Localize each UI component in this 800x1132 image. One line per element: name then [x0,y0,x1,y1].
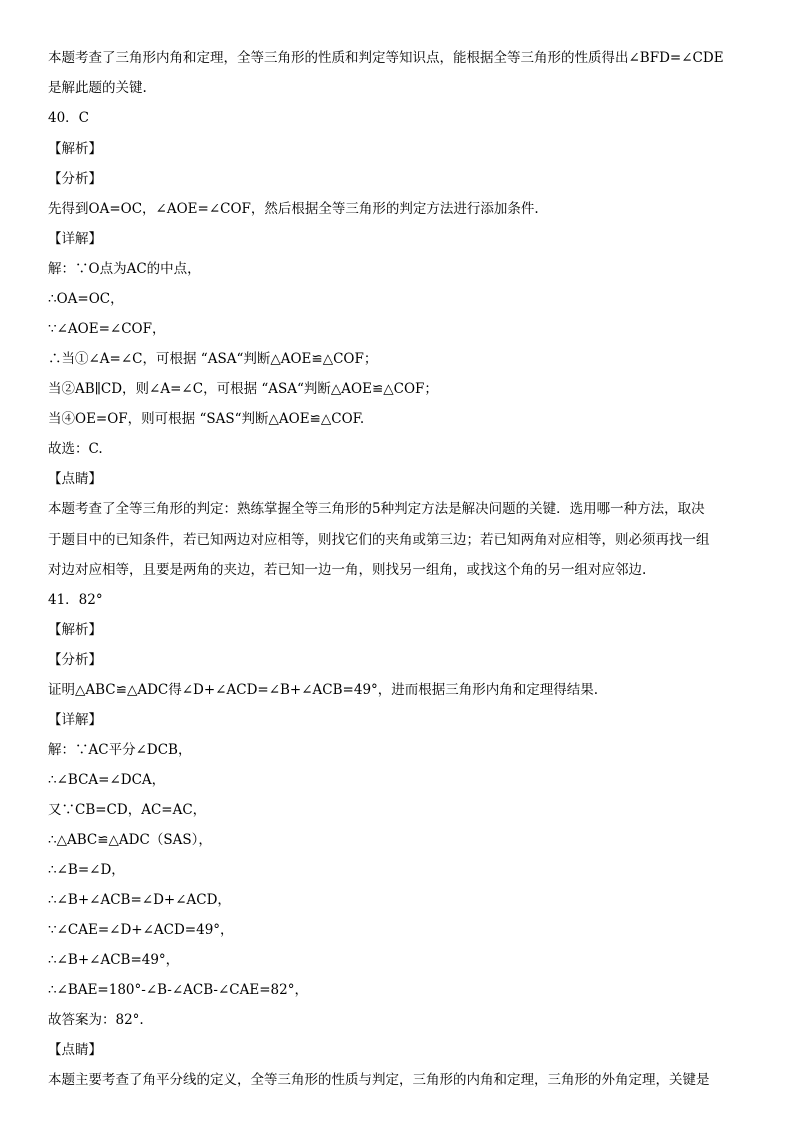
section-heading-comment: 【点睛】 [48,1042,102,1058]
text-line: 故选：C. [48,441,103,457]
text-line: ∵∠CAE=∠D+∠ACD=49°， [48,922,234,938]
text-line: ∴∠B+∠ACB=∠D+∠ACD， [48,892,231,908]
text-line: 对边对应相等，且要是两角的夹边，若已知一边一角，则找另一组角，或找这个角的另一组对应邻边. [48,562,647,578]
section-heading-analysis: 【解析】 [48,622,102,638]
section-heading-breakdown: 【分析】 [48,171,102,187]
text-line: 本题主要考查了角平分线的定义，全等三角形的性质与判定，三角形的内角和定理，三角形的外角定理，关键是 [48,1072,710,1088]
text-line: 当④OE=OF，则可根据 “SAS“判断△AOE≌△COF. [48,411,365,427]
text-line: ∴当①∠A=∠C，可根据 “ASA“判断△AOE≌△COF； [48,351,378,367]
text-line: 先得到OA=OC，∠AOE=∠COF，然后根据全等三角形的判定方法进行添加条件. [48,201,539,217]
text-line: ∴∠B=∠D， [48,862,125,878]
text-line: ∴∠BAE=180°-∠B-∠ACB-∠CAE=82°， [48,982,308,998]
text-line: ∴∠B+∠ACB=49°， [48,952,180,968]
section-heading-breakdown: 【分析】 [48,652,102,668]
text-line: 又∵CB=CD，AC=AC， [48,802,207,818]
question-40-answer: 40．C [48,110,90,126]
text-line: ∵∠AOE=∠COF， [48,321,166,337]
text-line: 证明△ABC≌△ADC得∠D+∠ACD=∠B+∠ACB=49°，进而根据三角形内角和定理得结果. [48,682,599,698]
section-heading-analysis: 【解析】 [48,141,102,157]
question-41-answer: 41．82° [48,592,103,608]
section-heading-detail: 【详解】 [48,231,102,247]
text-line: ∴△ABC≌△ADC（SAS）， [48,832,212,848]
text-line: 故答案为：82°. [48,1012,144,1028]
text-line: ∴∠BCA=∠DCA， [48,772,166,788]
text-line: 本题考查了三角形内角和定理，全等三角形的性质和判定等知识点，能根据全等三角形的性质得出∠BFD=∠CDE [48,50,724,66]
text-line: 本题考查了全等三角形的判定：熟练掌握全等三角形的5种判定方法是解决问题的关键．选用哪一种方法，取决 [48,501,705,517]
text-line: 解：∵O点为AC的中点， [48,261,201,277]
text-line: 解：∵AC平分∠DCB， [48,742,192,758]
text-line: 于题目中的已知条件，若已知两边对应相等，则找它们的夹角或第三边；若已知两角对应相等，则必须再找一组 [48,532,710,548]
text-line: 是解此题的关键. [48,80,147,96]
text-line: ∴OA=OC， [48,291,124,307]
section-heading-comment: 【点睛】 [48,471,102,487]
section-heading-detail: 【详解】 [48,712,102,728]
text-line: 当②AB∥CD，则∠A=∠C，可根据 “ASA“判断△AOE≌△COF； [48,381,438,397]
